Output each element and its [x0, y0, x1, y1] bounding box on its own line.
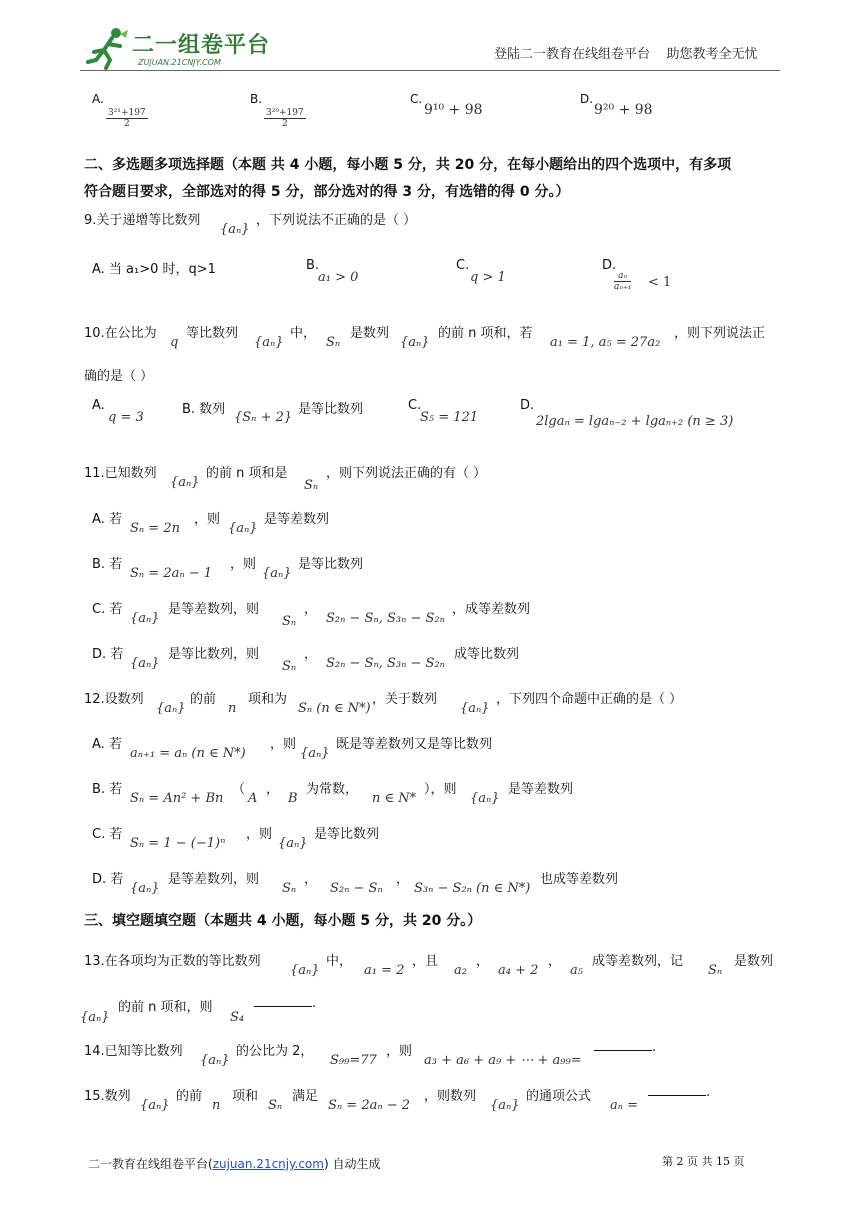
q10-condition: a₁ = 1, a₅ = 27a₂: [550, 335, 661, 350]
q12-c-rest: 是等比数列: [314, 827, 380, 842]
q12-b-comma: ，: [266, 782, 280, 797]
q11-d-comma: ，: [304, 647, 318, 662]
q13-comma-2: ，: [548, 954, 562, 969]
q13-s4: S₄: [230, 1010, 245, 1025]
q9-d-label: D.: [602, 258, 617, 273]
q12-d-comma-1: ，: [304, 872, 318, 887]
q9-d-rest: < 1: [648, 275, 672, 290]
q15-text-6: 的通项公式: [526, 1089, 592, 1104]
q11-a-label: A. 若: [92, 512, 122, 527]
q11-c-rest: ，成等差数列: [452, 602, 531, 617]
footer-site-link[interactable]: zujuan.21cnjy.com: [212, 1157, 324, 1171]
q12-seq: {aₙ}: [156, 701, 186, 716]
q9-stem-end: ，下列说法不正确的是（ ）: [256, 213, 417, 228]
q11-a-seq: {aₙ}: [228, 521, 258, 536]
q15-condition: Sₙ = 2aₙ − 2: [328, 1098, 411, 1113]
q11-seq: {aₙ}: [170, 475, 200, 490]
q10-line2: 确的是（ ）: [84, 369, 154, 384]
q13-a1: a₁ = 2: [364, 963, 405, 978]
q11-d-sn: Sₙ: [282, 659, 297, 674]
page-number: 第 2 页 共 15 页: [662, 1155, 745, 1168]
footer-left-b: ) 自动生成: [323, 1157, 381, 1171]
q9-d-den: aₙ₊₁: [614, 282, 632, 292]
q11-b-mid: ，则: [230, 557, 257, 572]
q13-sn: Sₙ: [708, 963, 723, 978]
section3-title: 三、填空题填空题（本题共 4 小题，每小题 5 分，共 20 分。）: [84, 913, 482, 929]
q13-a5: a₅: [570, 963, 583, 978]
q11-d-mid: 是等比数列，则: [168, 647, 260, 662]
q8-a-den: 2: [123, 119, 130, 129]
q12-b-label: B. 若: [92, 782, 123, 797]
q10-text-4: 是数列: [350, 326, 390, 341]
q10-seq-2: {aₙ}: [400, 335, 430, 350]
q12-b-const: 为常数，: [306, 782, 359, 797]
q9-b-label: B.: [306, 258, 320, 273]
q12-text-4: ，关于数列: [372, 692, 438, 707]
q11-text-2: 的前 n 项和是: [206, 466, 288, 481]
q12-b-paren-close: ），则: [424, 782, 457, 797]
q8-b-fraction: [264, 108, 306, 129]
q8-b-label: B.: [250, 92, 263, 106]
q10-text-6: ，则下列说法正: [674, 326, 766, 341]
q12-a-seq: {aₙ}: [300, 746, 330, 761]
q11-c-seq: {aₙ}: [130, 611, 160, 626]
logo-cn-text: 二一组卷平台: [132, 33, 271, 58]
q12-a-expr: aₙ₊₁ = aₙ (n ∈ N*): [130, 746, 246, 761]
q13-text-6: 的前 n 项和，则: [118, 1000, 213, 1015]
q9-option-b: a₁ > 0: [318, 270, 359, 285]
q9-stem: 9.关于递增等比数列: [84, 213, 201, 228]
q11-d-label: D. 若: [92, 647, 124, 662]
q10-option-c: S₅ = 121: [420, 410, 479, 425]
footer-left-a: 二一教育在线组卷平台(: [88, 1157, 213, 1171]
q15-text-5: ，则数列: [424, 1089, 477, 1104]
q9-option-a: A. 当 a₁>0 时，q>1: [92, 262, 216, 277]
q8-b-den: 2: [281, 119, 288, 129]
runner-logo-icon: [86, 26, 130, 70]
q12-d-sn: Sₙ: [282, 881, 297, 896]
q8-a-fraction: [106, 108, 148, 129]
q8-c-label: C.: [410, 92, 423, 106]
q15-seq-2: {aₙ}: [490, 1098, 520, 1113]
q10-sn: Sₙ: [326, 335, 341, 350]
q8-d-label: D.: [580, 92, 594, 106]
q12-a-mid: ，则: [270, 737, 297, 752]
q9-d-num: aₙ: [614, 271, 631, 282]
q15-n: n: [212, 1098, 221, 1113]
q12-b-nN: n ∈ N*: [372, 791, 417, 806]
q15-text-2: 的前: [176, 1089, 203, 1104]
q15-text-3: 项和: [232, 1089, 259, 1104]
q12-text-1: 12.设数列: [84, 692, 144, 707]
q12-d-label: D. 若: [92, 872, 124, 887]
q12-d-mid: 是等差数列，则: [168, 872, 260, 887]
q12-text-5: ，下列四个命题中正确的是（ ）: [496, 692, 683, 707]
q11-b-seq: {aₙ}: [262, 566, 292, 581]
q14-end: .: [652, 1040, 657, 1055]
q11-d-expr: S₂ₙ − Sₙ, S₃ₙ − S₂ₙ: [326, 656, 445, 671]
q14-answer-blank[interactable]: [594, 1040, 656, 1055]
q10-text-1: 10.在公比为: [84, 326, 157, 341]
q12-b-paren-open: （: [232, 782, 246, 797]
q10-option-a: q = 3: [108, 410, 144, 425]
q11-b-label: B. 若: [92, 557, 123, 572]
q11-c-sn: Sₙ: [282, 614, 297, 629]
q10-a-label: A.: [92, 398, 105, 413]
q12-a-rest: 既是等差数列又是等比数列: [336, 737, 493, 752]
q10-b-rest: 是等比数列: [298, 402, 364, 417]
q11-c-expr: S₂ₙ − Sₙ, S₃ₙ − S₂ₙ: [326, 611, 445, 626]
q11-text-1: 11.已知数列: [84, 466, 157, 481]
logo: [86, 26, 276, 72]
q9-d-fraction: [614, 271, 631, 292]
q12-c-expr: Sₙ = 1 − (−1)ⁿ: [130, 836, 226, 851]
section2-title: 二、多选题多项选择题（本题 共 4 小题，每小题 5 分，共 20 分，在每小题给出的四个选项中，有多项: [84, 157, 732, 173]
q15-sn: Sₙ: [268, 1098, 283, 1113]
q8-a-label: A.: [92, 92, 104, 106]
q11-d-rest: 成等比数列: [454, 647, 520, 662]
footer-left: [88, 1155, 380, 1172]
q12-text-3: 项和为: [248, 692, 288, 707]
q14-text-2: 的公比为 2，: [236, 1044, 314, 1059]
q10-d-label: D.: [520, 398, 535, 413]
q13-comma: ，: [476, 954, 490, 969]
q13-seq-2: {aₙ}: [80, 1010, 110, 1025]
q15-seq: {aₙ}: [140, 1098, 170, 1113]
q8-a-num: 3²¹+197: [108, 108, 146, 118]
q11-c-comma: ，: [304, 602, 318, 617]
q15-answer-blank[interactable]: [648, 1085, 710, 1100]
q10-text-5: 的前 n 项和，若: [438, 326, 533, 341]
q13-a2: a₂: [454, 963, 467, 978]
q13-text-1: 13.在各项均为正数的等比数列: [84, 954, 261, 969]
q11-b-expr: Sₙ = 2aₙ − 1: [130, 566, 213, 581]
q12-d-rest: 也成等差数列: [540, 872, 619, 887]
q12-d-comma-2: ，: [396, 872, 410, 887]
q10-seq: {aₙ}: [254, 335, 284, 350]
q12-b-rest: 是等差数列: [508, 782, 574, 797]
q10-option-d: 2lgaₙ = lgaₙ₋₂ + lgaₙ₊₂ (n ≥ 3): [536, 414, 734, 429]
q14-expr: a₃ + a₆ + a₉ + ⋯ + a₉₉=: [424, 1053, 582, 1068]
q12-seq-2: {aₙ}: [460, 701, 490, 716]
q12-c-label: C. 若: [92, 827, 123, 842]
logo-en-text: ZUJUAN.21CNJY.COM: [138, 58, 221, 67]
q11-b-rest: 是等比数列: [298, 557, 364, 572]
q8-c-expr: 9¹⁰ + 98: [424, 102, 483, 118]
q10-q: q: [170, 335, 179, 350]
q13-a4: a₄ + 2: [498, 963, 539, 978]
q11-sn: Sₙ: [304, 478, 319, 493]
q12-c-seq: {aₙ}: [278, 836, 308, 851]
q12-b-expr: Sₙ = An² + Bn: [130, 791, 224, 806]
q11-a-mid: ，则: [194, 512, 221, 527]
q12-a-label: A. 若: [92, 737, 122, 752]
q13-text-3: ，且: [412, 954, 439, 969]
q8-b-num: 3²⁰+197: [266, 108, 304, 118]
q12-c-mid: ，则: [246, 827, 273, 842]
q15-an: aₙ =: [610, 1098, 639, 1113]
q13-text-5: 是数列: [734, 954, 774, 969]
q10-b-label: B. 数列: [182, 402, 226, 417]
q8-d-expr: 9²⁰ + 98: [594, 102, 653, 118]
q15-text-4: 满足: [292, 1089, 319, 1104]
q9-option-c: q > 1: [470, 270, 506, 285]
q13-seq: {aₙ}: [290, 963, 320, 978]
q14-seq: {aₙ}: [200, 1053, 230, 1068]
header-rule: [80, 70, 780, 71]
q14-s99: S₉₉=77: [330, 1053, 377, 1068]
q12-text-2: 的前: [190, 692, 217, 707]
q14-text-1: 14.已知等比数列: [84, 1044, 183, 1059]
q14-text-3: ，则: [386, 1044, 413, 1059]
q12-d-s2n: S₂ₙ − Sₙ: [330, 881, 383, 896]
q13-text-4: 成等差数列，记: [592, 954, 684, 969]
q11-c-label: C. 若: [92, 602, 123, 617]
q15-end: .: [706, 1085, 711, 1100]
q10-c-label: C.: [408, 398, 422, 413]
q11-text-3: ，则下列说法正确的有（ ）: [326, 466, 487, 481]
q12-sn-def: Sₙ (n ∈ N*): [298, 701, 371, 716]
q10-text-2: 等比数列: [186, 326, 239, 341]
q11-c-mid: 是等差数列，则: [168, 602, 260, 617]
q13-text-2: 中，: [326, 954, 353, 969]
q10-text-3: 中，: [290, 326, 317, 341]
q12-n: n: [228, 701, 237, 716]
q12-b-seq: {aₙ}: [470, 791, 500, 806]
q10-option-b: {Sₙ + 2}: [234, 410, 293, 425]
q11-a-expr: Sₙ = 2n: [130, 521, 180, 536]
q13-answer-blank[interactable]: [254, 996, 316, 1011]
q11-a-rest: 是等差数列: [264, 512, 330, 527]
section2-title-line2: 符合题目要求，全部选对的得 5 分，部分选对的得 3 分，有选错的得 0 分。）: [84, 184, 570, 200]
q12-b-A: A: [248, 791, 258, 806]
q12-b-B: B: [288, 791, 298, 806]
q9-c-label: C.: [456, 258, 470, 273]
q15-text-1: 15.数列: [84, 1089, 131, 1104]
q13-end: .: [312, 996, 317, 1011]
q9-seq: {aₙ}: [220, 222, 250, 237]
q11-d-seq: {aₙ}: [130, 656, 160, 671]
header-slogan: 登陆二一教育在线组卷平台 助您教考全无忧: [494, 47, 758, 62]
q12-d-seq: {aₙ}: [130, 881, 160, 896]
q12-d-s3n: S₃ₙ − S₂ₙ (n ∈ N*): [414, 881, 531, 896]
